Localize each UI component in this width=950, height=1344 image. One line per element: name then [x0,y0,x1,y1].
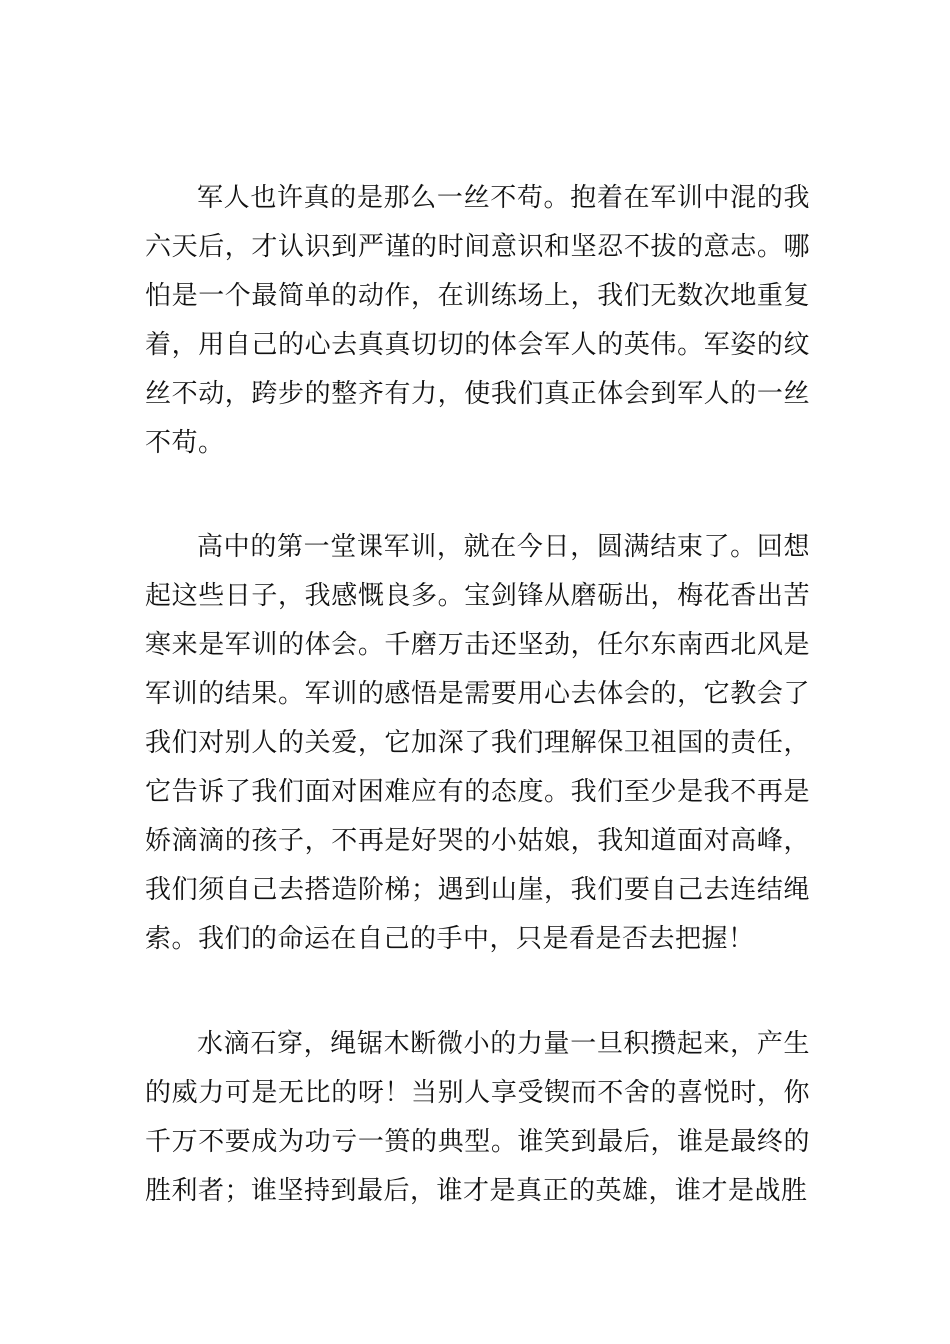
paragraph-1: 军人也许真的是那么一丝不苟。抱着在军训中混的我六天后，才认识到严谨的时间意识和坚忍不拔的意志。哪怕是一个最简单的动作，在训练场上，我们无数次地重复着，用自己的心去真真切切的体会军人的英伟。军姿的纹丝不动，跨步的整齐有力，使我们真正体会到军人的一丝不苟。 [145,183,810,458]
paragraph-3: 水滴石穿，绳锯木断微小的力量一旦积攒起来，产生的威力可是无比的呀！当别人享受锲而不舍的喜悦时，你千万不要成为功亏一篑的典型。谁笑到最后，谁是最终的胜利者；谁坚持到最后，谁才是真正的英雄，谁才是战胜 [145,1029,810,1206]
paragraph-2: 高中的第一堂课军训，就在今日，圆满结束了。回想起这些日子，我感慨良多。宝剑锋从磨砺出，梅花香出苦寒来是军训的体会。千磨万击还坚劲，任尔东南西北风是军训的结果。军训的感悟是需要用心去体会的，它教会了我们对别人的关爱，它加深了我们理解保卫祖国的责任，它告诉了我们面对困难应有的态度。我们至少是我不再是娇滴滴的孩子，不再是好哭的小姑娘，我知道面对高峰，我们须自己去搭造阶梯；遇到山崖，我们要自己去连结绳索。我们的命运在自己的手中，只是看是否去把握！ [145,532,810,954]
